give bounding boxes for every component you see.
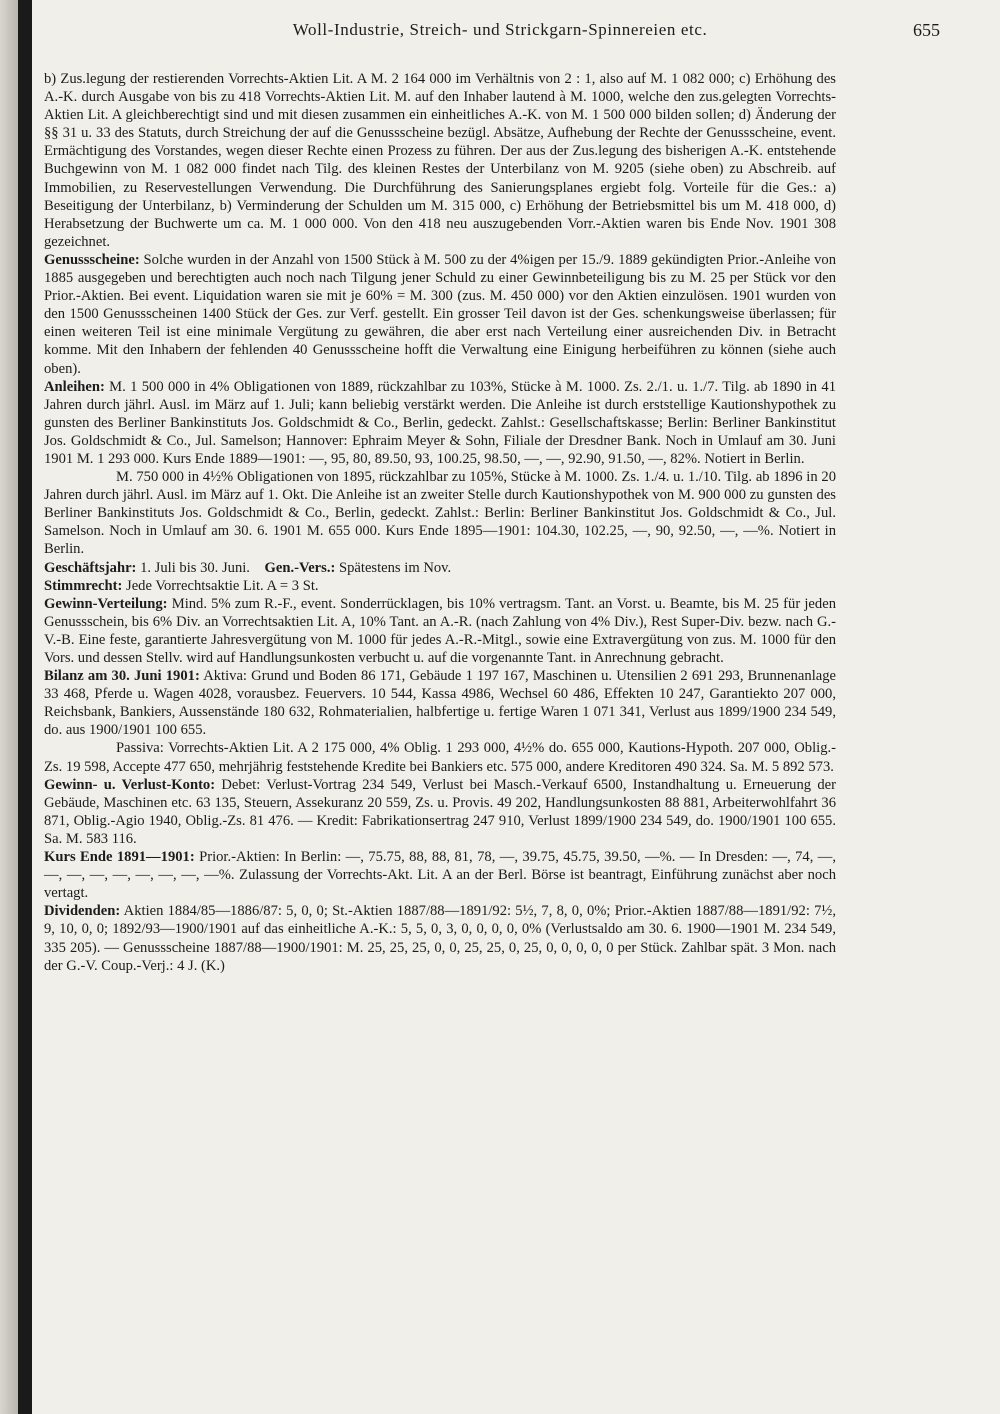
paragraph-gewinn-verteilung bbox=[44, 595, 836, 667]
section-label: Kurs Ende 1891—1901: bbox=[44, 849, 195, 866]
paragraph-passiva bbox=[44, 739, 836, 775]
paragraph-kurs bbox=[44, 848, 836, 902]
paragraph-text: Prior.-Aktien: In Berlin: —, 75.75, 88, 88, 81, 78, —, 39.75, 45.75, 39.50, —%. — In Dresden: —, 74, —, —, —, —, —, —, —, —, —%. Zulassung der Vorrechts-Akt. Lit. A an der Berl. Börse ist beantragt, Einführung zunächst aber noch vertagt. bbox=[44, 849, 836, 902]
paragraph-bilanz bbox=[44, 667, 836, 739]
paragraph-text: 1. Juli bis 30. Juni. bbox=[140, 559, 250, 576]
paragraph-genussscheine bbox=[44, 251, 836, 378]
book-binding bbox=[18, 0, 32, 1414]
paragraph-text: Debet: Verlust-Vortrag 234 549, Verlust bei Masch.-Verkauf 6500, Instandhaltung u. Erneuerung der Gebäude, Maschinen etc. 63 135, Steuern, Assekuranz 20 559, Zs. u. Provis. 49 202, Handlungsunkosten 88 881, Arbeiterwohlfahrt 36 871, Oblig.-Agio 1940, Oblig.-Zs. 81 476. — Kredit: Fabrikationsertrag 247 910, Verlust 1899/1900 234 549, do. 1900/1901 100 655. Sa. M. 583 116. bbox=[44, 776, 836, 847]
section-label: Gewinn-Verteilung: bbox=[44, 595, 168, 612]
paragraph-sanierung bbox=[44, 70, 836, 251]
section-label: Geschäftsjahr: bbox=[44, 559, 137, 576]
paragraph-text: Passiva: Vorrechts-Aktien Lit. A 2 175 000, 4% Oblig. 1 293 000, 4½% do. 655 000, Kautions-Hypoth. 207 000, Oblig.-Zs. 19 598, Accepte 477 650, mehrjährig feststehende Kredite bei Bankiers etc. 575 000, andere Kreditoren 490 324. Sa. M. 5 892 573. bbox=[44, 740, 836, 775]
paragraph-text: Jede Vorrechtsaktie Lit. A = 3 St. bbox=[126, 577, 319, 594]
paragraph-gewinn-verlust-konto bbox=[44, 776, 836, 848]
section-label: Bilanz am 30. Juni 1901: bbox=[44, 668, 200, 685]
section-label: Dividenden: bbox=[44, 903, 121, 920]
paragraph-anleihe-1895 bbox=[44, 468, 836, 558]
section-label: Gen.-Vers.: bbox=[264, 559, 336, 576]
section-label: Stimmrecht: bbox=[44, 577, 123, 594]
paragraph-stimmrecht bbox=[44, 577, 836, 595]
paragraph-text: Aktien 1884/85—1886/87: 5, 0, 0; St.-Aktien 1887/88—1891/92: 5½, 7, 8, 0, 0%; Prior.-Aktien 1887/88—1891/92: 7½, 9, 10, 0, 0; 1892/93—1900/1901 auf das einheitliche A.-K.: 5, 5, 0, 3, 0, 0, 0, 0, 0% (Verlustsaldo am 30. 6. 1900—1901 M. 234 549, 335 205). — Genussscheine 1887/88—1900/1901: M. 25, 25, 25, 0, 0, 25, 25, 0, 25, 0, 0, 0, 0, 0 per Stück. Zahlbar spät. 3 Mon. nach der G.-V. Coup.-Verj.: 4 J. (K.) bbox=[44, 903, 837, 974]
paragraph-text: Spätestens im Nov. bbox=[339, 559, 452, 576]
paragraph-anleihen bbox=[44, 378, 836, 468]
binding-edge bbox=[0, 0, 18, 1414]
page-header bbox=[60, 20, 940, 46]
paragraph-text: Mind. 5% zum R.-F., event. Sonderrücklagen, bis 10% vertragsm. Tant. an Vorst. u. Beamte, bis M. 25 für jeden Genussschein, bis 6% Div. an Vorrechtsaktien Lit. A, 10% Tant. an A.-R. (nach Zahlung von 4% Div.), Rest Super-Div. bezw. nach G.-V.-B. Eine feste, garantierte Jahresvergütung von M. 1000 für jedes A.-R.-Mitgl., sowie eine Extravergütung von zus. M. 1000 für den Vors. und dessen Stellv. wird auf Handlungsunkosten verbucht u. auf die vorgenannte Tant. in Anrechnung gebracht. bbox=[44, 595, 836, 666]
paragraph-geschaeftsjahr bbox=[44, 559, 836, 577]
paragraph-text: Solche wurden in der Anzahl von 1500 Stück à M. 500 zu der 4%igen per 15./9. 1889 gekündigten Prior.-Anleihe von 1885 ausgegeben und berechtigten auch noch nach Tilgung jener Schuld zu einer Gewinnbeteiligung bis zu M. 25 per Stück vor den Prior.-Aktien. Bei event. Liquidation waren sie mit je 60% = M. 300 (zus. M. 450 000) vor den Aktien einzulösen. 1901 wurden von den 1500 Genussscheinen 1400 Stück der Ges. zur Verf. gestellt. Ein grosser Teil davon ist der Ges. schenkungsweise überlassen; für einen weiteren Teil ist eine minimale Vergütung zu gewähren, die aber erst nach Verteilung einer ausreichenden Div. in Betracht komme. Mit den Inhabern der fehlenden 40 Genussscheine hofft die Verwaltung eine Einigung herbeiführen zu können (siehe auch oben). bbox=[44, 251, 836, 377]
paragraph-text: b) Zus.legung der restierenden Vorrechts-Aktien Lit. A M. 2 164 000 im Verhältnis von 2 : 1, also auf M. 1 082 000; c) Erhöhung des A.-K. durch Ausgabe von bis zu 418 Vorrechts-Aktien Lit. M. auf den Inhaber lautend à M. 1000, welche den zus.gelegten Vorrechts-Aktien Lit. A gleichberechtigt sind und mit diesen zusammen ein einheitliches A.-K. von M. 1 500 000 bilden sollen; d) Änderung der §§ 31 u. 33 des Statuts, durch Streichung der auf die Genussscheine bezügl. Absätze, Aufhebung der Rechte der Genussscheine, event. Ermächtigung des Vorstandes, wegen dieser Rechte einen Prozess zu führen. Der aus der Zus.legung des bisherigen A.-K. entstehende Buchgewinn von M. 1 082 000 findet nach Tilg. des kleinen Restes der Unterbilanz von M. 9205 (siehe oben) zu Abschreib. auf Immobilien, zu Reservestellungen Verwendung. Die Durchführung des Sanierungsplanes ergiebt folg. Vorteile für die Ges.: a) Beseitigung der Unterbilanz, b) Verminderung der Schulden um M. 315 000, c) Erhöhung der Betriebsmittel bis um M. 418 000, d) Herabsetzung der Buchwerte um ca. M. 1 000 000. Von den 418 neu auszugebenden Vorr.-Aktien waren bis Ende Nov. 1901 308 gezeichnet. bbox=[44, 71, 836, 250]
page-body bbox=[44, 70, 836, 975]
paragraph-text: Aktiva: Grund und Boden 86 171, Gebäude 1 197 167, Maschinen u. Utensilien 2 691 293, Brunnenanlage 33 468, Pferde u. Wagen 4028, vorausbez. Feuervers. 10 544, Kassa 4986, Wechsel 60 486, Effekten 10 247, Garantiekto 207 000, Reichsbank, Bankiers, Aussenstände 180 632, Rohmaterialien, halbfertige u. fertige Waren 1 071 341, Verlust aus 1899/1900 234 549, do. aus 1900/1901 100 655. bbox=[44, 668, 837, 739]
page-number: 655 bbox=[913, 20, 940, 40]
paragraph-dividenden bbox=[44, 902, 836, 974]
section-label: Genussscheine: bbox=[44, 251, 140, 268]
section-label: Gewinn- u. Verlust-Konto: bbox=[44, 776, 216, 793]
paragraph-text: M. 750 000 in 4½% Obligationen von 1895, rückzahlbar zu 105%, Stücke à M. 1000. Zs. 1./4. u. 1./10. Tilg. ab 1896 in 20 Jahren durch jährl. Ausl. im März auf 1. Okt. Die Anleihe ist an zweiter Stelle durch Kautionshypothek von M. 900 000 zu gunsten des Berliner Bankinstituts Jos. Goldschmidt & Co., Berlin, gedeckt. Zahlst.: Berlin: Berliner Bankinstitut Jos. Goldschmidt & Co., Jul. Samelson. Noch in Umlauf am 30. 6. 1901 M. 655 000. Kurs Ende 1895—1901: 104.30, 102.25, —, 90, 92.50, —, —%. Notiert in Berlin. bbox=[44, 469, 836, 558]
running-title: Woll-Industrie, Streich- und Strickgarn-Spinnereien etc. bbox=[292, 20, 708, 39]
paragraph-text: M. 1 500 000 in 4% Obligationen von 1889, rückzahlbar zu 103%, Stücke à M. 1000. Zs. 2./1. u. 1./7. Tilg. ab 1890 in 41 Jahren durch jährl. Ausl. im März auf 1. Juli; kann beliebig verstärkt werden. Die Anleihe ist durch erststellige Kautionshypothek zu gunsten des Berliner Bankinstituts Jos. Goldschmidt & Co., Berlin, gedeckt. Zahlst.: Gesellschaftskasse; Berlin: Berliner Bankinstitut Jos. Goldschmidt & Co., Jul. Samelson; Hannover: Ephraim Meyer & Sohn, Filiale der Dresdner Bank. Noch in Umlauf am 30. Juni 1901 M. 1 293 000. Kurs Ende 1889—1901: —, 95, 80, 89.50, 93, 100.25, 98.50, —, —, 92.90, 91.50, —, 82%. Notiert in Berlin. bbox=[44, 378, 836, 467]
section-label: Anleihen: bbox=[44, 378, 105, 395]
